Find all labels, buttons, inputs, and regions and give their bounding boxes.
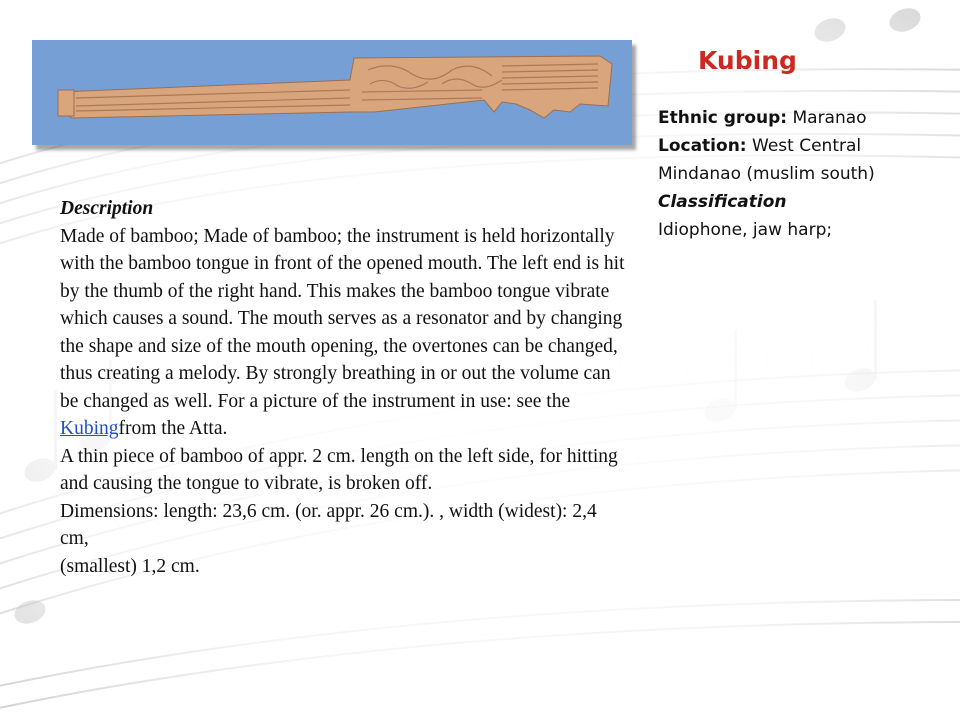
dimensions-paragraph-2: (smallest) 1,2 cm. [60, 555, 200, 577]
description-paragraph [60, 223, 630, 443]
location-line-2: Mindanao (muslim south) [658, 164, 875, 184]
kubing-illustration [32, 40, 632, 145]
location-label: Location: [658, 136, 747, 156]
dimensions-paragraph: Dimensions: length: 23,6 cm. (or. appr. 26 cm.). , width (widest): 2,4 cm, [60, 500, 597, 549]
location-value: West Central [746, 136, 862, 156]
description-block [60, 195, 630, 580]
kubing-photo [32, 40, 632, 145]
broken-piece-paragraph: A thin piece of bamboo of appr. 2 cm. length on the left side, for hitting and causing the tongue to vibrate, is broken off. [60, 445, 618, 494]
classification-value: Idiophone, jaw harp; [658, 220, 833, 240]
description-text: Made of bamboo; Made of bamboo; the instrument is held horizontally with the bamboo tongue in front of the opened mouth. The left end is hit by the thumb of the right hand. This makes the bamboo tongue vibrate which causes a sound. The mouth serves as a resonator and by changing the shape and size of the mouth opening, the overtones can be changed, thus creating a melody. By strongly breathing in or out the volume can be changed as well. For a picture of the instrument in use: see the [60, 225, 625, 412]
description-text-after-link: from the Atta. [118, 418, 228, 439]
location-line [658, 132, 958, 160]
description-heading: Description [60, 198, 154, 219]
kubing-link[interactable]: Kubing [60, 418, 119, 439]
instrument-meta [658, 104, 958, 244]
ethnic-group-line [658, 104, 958, 132]
classification-label: Classification [658, 192, 787, 212]
instrument-title: Kubing [698, 46, 797, 75]
ethnic-group-value: Maranao [787, 108, 867, 128]
ethnic-group-label: Ethnic group: [658, 108, 788, 128]
